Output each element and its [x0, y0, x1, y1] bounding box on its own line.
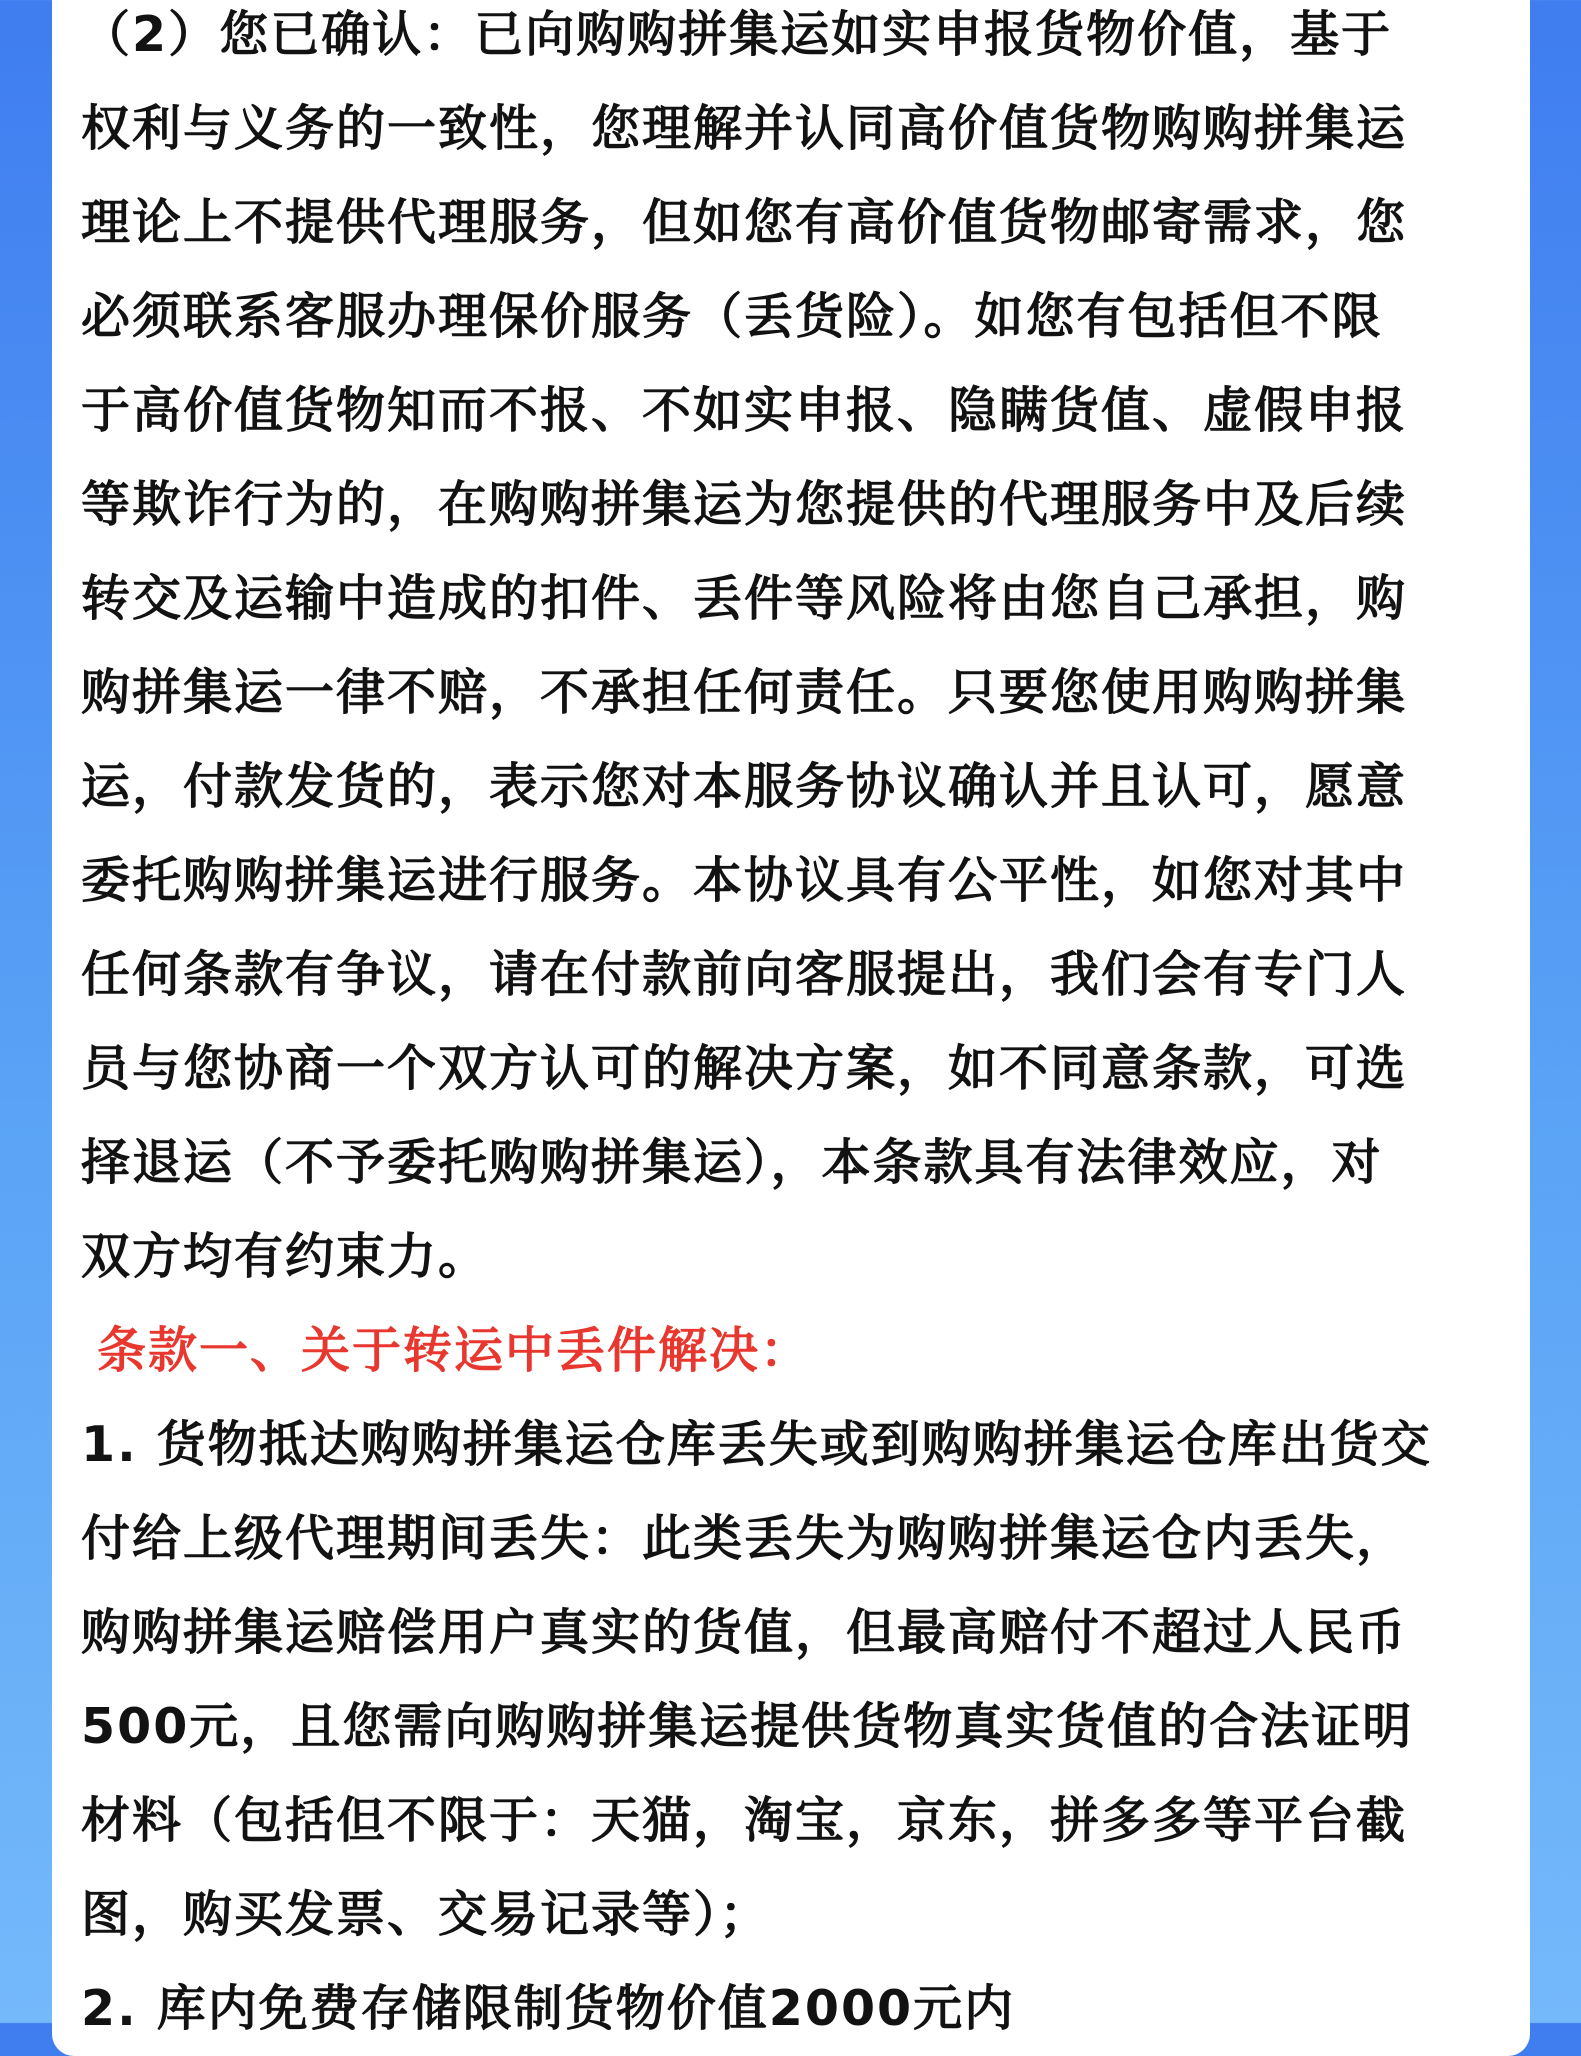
paragraph-line: 转交及运输中造成的扣件、丢件等风险将由您自己承担，购	[81, 570, 1408, 627]
clause-line: 2. 库内免费存储限制货物价值2000元内	[81, 1980, 1016, 2037]
paragraph-line: 于高价值货物知而不报、不如实申报、隐瞒货值、虚假申报	[81, 382, 1408, 439]
clause-line: 购购拼集运赔偿用户真实的货值，但最高赔付不超过人民币	[81, 1604, 1408, 1661]
paragraph-line: 必须联系客服办理保价服务（丢货险）。如您有包括但不限	[81, 288, 1383, 345]
clause-line: 付给上级代理期间丢失：此类丢失为购购拼集运仓内丢失，	[81, 1510, 1408, 1567]
paragraph-line: 员与您协商一个双方认可的解决方案，如不同意条款，可选	[81, 1040, 1408, 1097]
clause-line: 1. 货物抵达购购拼集运仓库丢失或到购购拼集运仓库出货交	[81, 1416, 1432, 1473]
document-card	[52, 0, 1530, 2056]
paragraph-line: 择退运（不予委托购购拼集运），本条款具有法律效应，对	[81, 1134, 1383, 1191]
paragraph-line: 运，付款发货的，表示您对本服务协议确认并且认可，愿意	[81, 758, 1408, 815]
paragraph-2	[81, 0, 1501, 1304]
paragraph-line: 双方均有约束力。	[81, 1228, 490, 1285]
paragraph-line: 任何条款有争议，请在付款前向客服提出，我们会有专门人	[81, 946, 1408, 1003]
paragraph-line: 等欺诈行为的，在购购拼集运为您提供的代理服务中及后续	[81, 476, 1408, 533]
paragraph-line: 购拼集运一律不赔，不承担任何责任。只要您使用购购拼集	[81, 664, 1408, 721]
clause-1-heading: 条款一、关于转运中丢件解决：	[97, 1322, 812, 1379]
clause-1-item-2	[81, 1962, 1501, 2056]
clause-line: 500元，且您需向购购拼集运提供货物真实货值的合法证明	[81, 1698, 1414, 1755]
paragraph-line: 理论上不提供代理服务，但如您有高价值货物邮寄需求，您	[81, 194, 1408, 251]
paragraph-line: 委托购购拼集运进行服务。本协议具有公平性，如您对其中	[81, 852, 1408, 909]
paragraph-line: （2）您已确认：已向购购拼集运如实申报货物价值，基于	[81, 6, 1393, 63]
clause-1-item-1	[81, 1398, 1501, 1962]
document-content	[81, 0, 1501, 2056]
paragraph-line: 权利与义务的一致性，您理解并认同高价值货物购购拼集运	[81, 100, 1408, 157]
clause-line: 材料（包括但不限于：天猫，淘宝，京东，拼多多等平台截	[81, 1792, 1408, 1849]
clause-line: 图，购买发票、交易记录等）；	[81, 1886, 771, 1943]
